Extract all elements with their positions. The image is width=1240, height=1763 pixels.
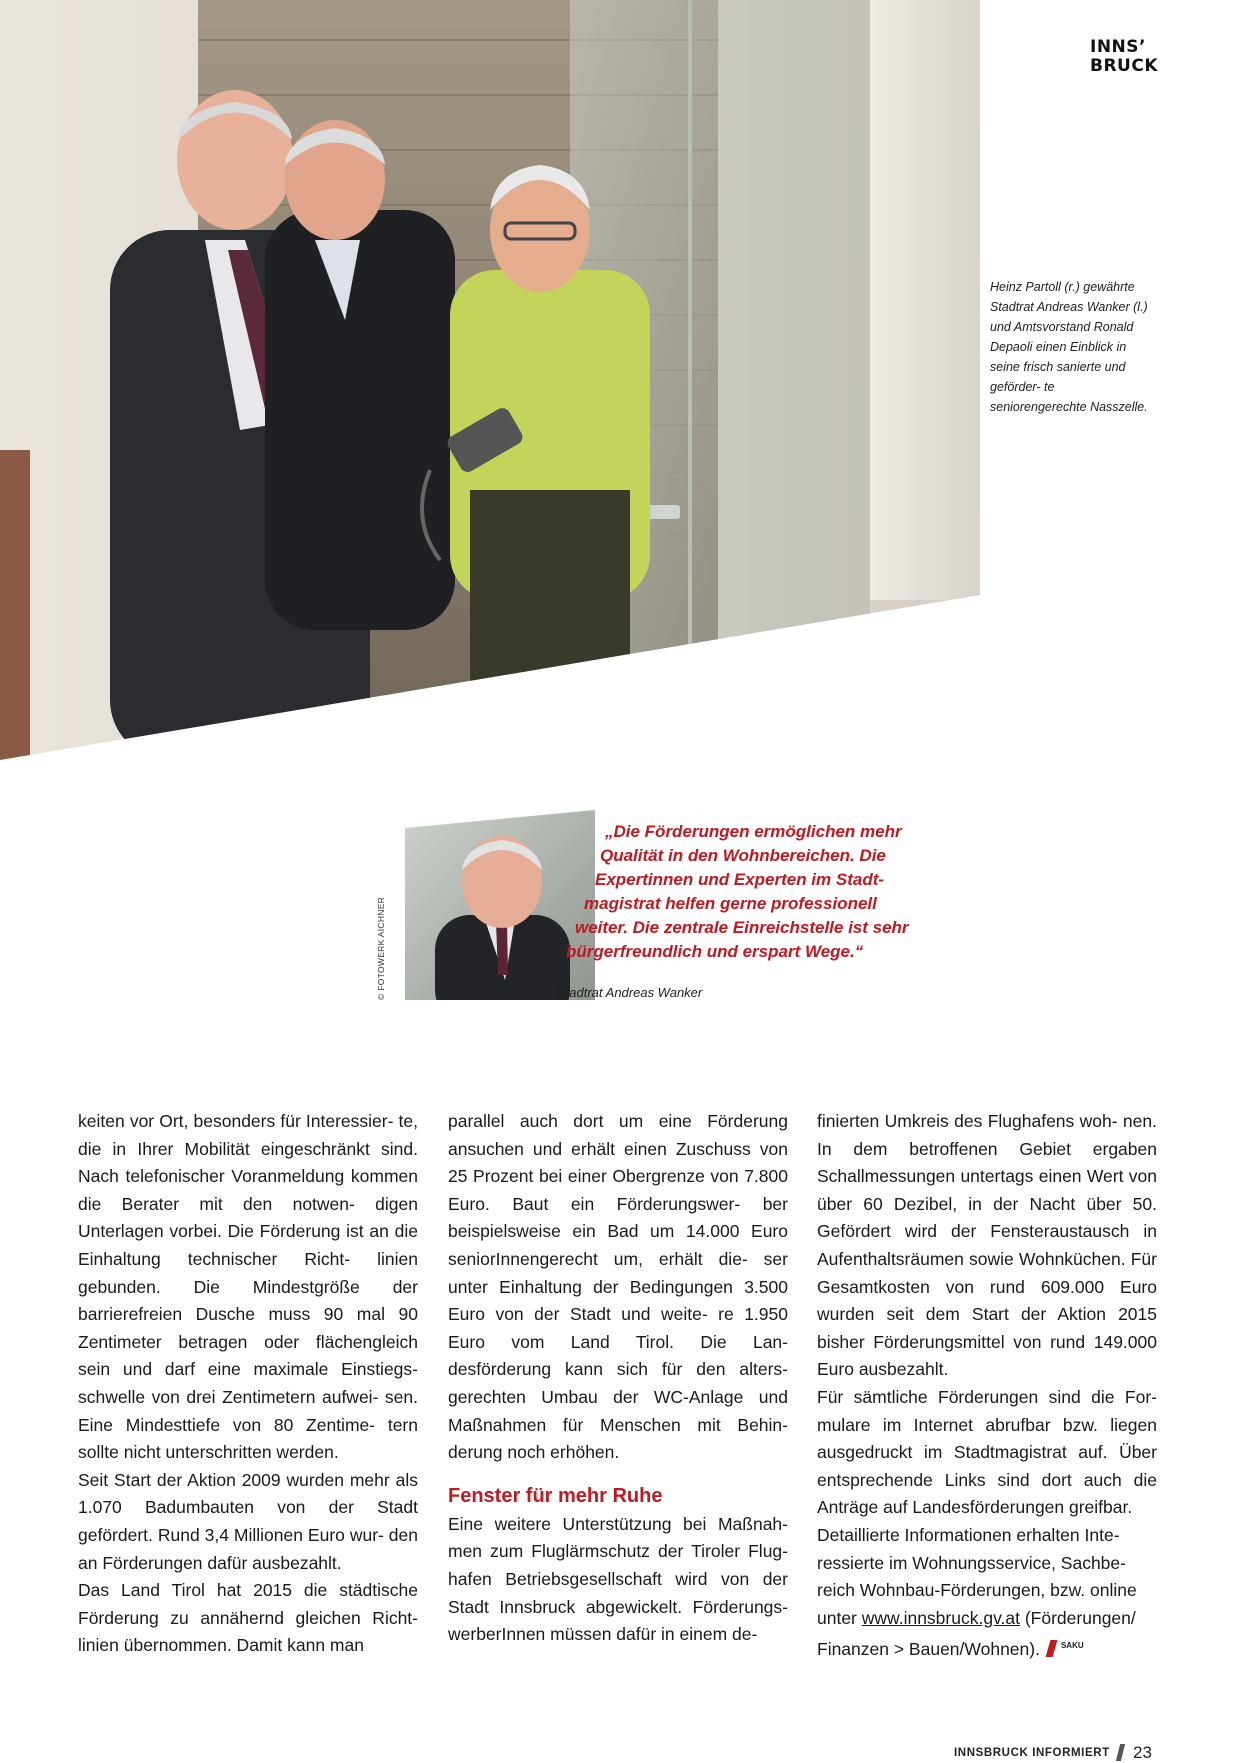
paragraph-text: (Förderungen/ Finanzen > Bauen/Wohnen). [817, 1607, 1136, 1660]
paragraph: parallel auch dort um eine Förderung ansuchen und erhält einen Zuschuss von 25 Prozent bei einer Obergrenze von 7.800 Euro. Baut ein Förderungswer- ber beispielsweise ein Bad um 14.000 Euro seniorInnengerecht um, erhält die- ser unter Einhaltung der Bedingungen 3.500 Euro von der Stadt und weite- re 1.950 Euro vom Land Tirol. Die Lan- desförderung kann sich für den alters- gerechten Umbau der WC-Anlage und Maßnahmen für Menschen mit Behin- derung noch erhöhen. [448, 1111, 788, 1463]
paragraph: Für sämtliche Förderungen sind die For- mulare im Internet abrufbar bzw. liegen ausgedruckt im Stadtmagistrat auf. Über entsprechende Links sind dort auch die Anträge auf Landesförderungen greifbar. [817, 1386, 1157, 1518]
photo-caption: Heinz Partoll (r.) gewährte Stadtrat Andreas Wanker (l.) und Amtsvorstand Ronald Depaoli einen Einblick in seine frisch sanierte und geförder- te seniorengerechte Nasszelle. [990, 280, 1148, 414]
author-tag: SAKU [1060, 1641, 1084, 1651]
article-column-3 [817, 1108, 1157, 1664]
photo-credit: © FOTOWERK AICHNER [376, 896, 386, 1000]
quote-line: weiter. Die zentrale Einreichstelle ist sehr [575, 918, 909, 937]
quote-line: Qualität in den Wohnbereichen. Die [600, 846, 886, 865]
end-mark-icon [1046, 1640, 1058, 1657]
paragraph: keiten vor Ort, besonders für Interessier- te, die in Ihrer Mobilität eingeschränkt sind. Nach telefonischer Voranmeldung kommen die Berater mit den notwen- digen Unterlagen vorbei. Die Förderung ist an die Einhaltung technischer Richt- linien gebunden. Die Mindestgröße der barrierefreien Dusche muss 90 mal 90 Zentimeter betragen oder flächengleich sein und darf eine maximale Einstiegs- schwelle von drei Zentimetern aufwei- sen. Eine Mindesttiefe von 80 Zentime- tern sollte nicht unterschritten werden. [78, 1111, 418, 1463]
quote-line: bürgerfreundlich und erspart Wege.“ [566, 942, 864, 961]
publication-name: INNSBRUCK INFORMIERT [954, 1747, 1110, 1759]
magazine-logo [1090, 38, 1158, 76]
logo-line-1: INNS’ [1090, 37, 1146, 57]
paragraph: Seit Start der Aktion 2009 wurden mehr als 1.070 Badumbauten von der Stadt gefördert. Rund 3,4 Millionen Euro wur- den an Förderungen dafür ausbezahlt. [78, 1469, 418, 1573]
quote-line: magistrat helfen gerne professionell [584, 894, 877, 913]
paragraph [817, 1522, 1157, 1664]
portrait-photo [405, 810, 595, 1000]
paragraph: finierten Umkreis des Flughafens woh- nen. In dem betroffenen Gebiet ergaben Schallmessungen untertags einen Wert von über 60 Dezibel, in der Nacht über 50. Gefördert wird der Fensteraustausch in Aufenthaltsräumen sowie Wohnküchen. Für Gesamtkosten von rund 609.000 Euro wurden seit dem Start der Aktion 2015 bisher Förderungsmittel von rund 149.000 Euro ausbezahlt. [817, 1111, 1157, 1380]
footer-slash-icon [1116, 1744, 1125, 1761]
website-link[interactable]: www.innsbruck.gv.at [861, 1607, 1020, 1628]
hero-photo [0, 0, 980, 760]
paragraph: Eine weitere Unterstützung bei Maßnah- men zum Fluglärmschutz der Tiroler Flug- hafen Betriebsgesellschaft wird von der Stadt Innsbruck abgewickelt. Förderungs- werberInnen müssen dafür in einem de- [448, 1513, 788, 1645]
quote-line: Expertinnen und Experten im Stadt- [595, 870, 885, 889]
article-column-2 [448, 1108, 788, 1649]
paragraph: Das Land Tirol hat 2015 die städtische Förderung zu annähernd gleichen Richt- linien übernommen. Damit kann man [78, 1580, 418, 1656]
quote-line: „Die Förderungen ermöglichen mehr [605, 822, 902, 841]
logo-line-2: BRUCK [1090, 56, 1159, 76]
quote-author: Stadtrat Andreas Wanker [557, 985, 703, 1000]
page-number: 23 [1133, 1743, 1152, 1762]
section-heading: Fenster für mehr Ruhe [448, 1484, 663, 1507]
paragraph-text: Detaillierte Informationen erhalten Inte- ressierte im Wohnungsservice, Sachbe- reich Wohnbau-Förderungen, bzw. online unter [817, 1524, 1137, 1628]
article-column-1 [78, 1108, 418, 1660]
